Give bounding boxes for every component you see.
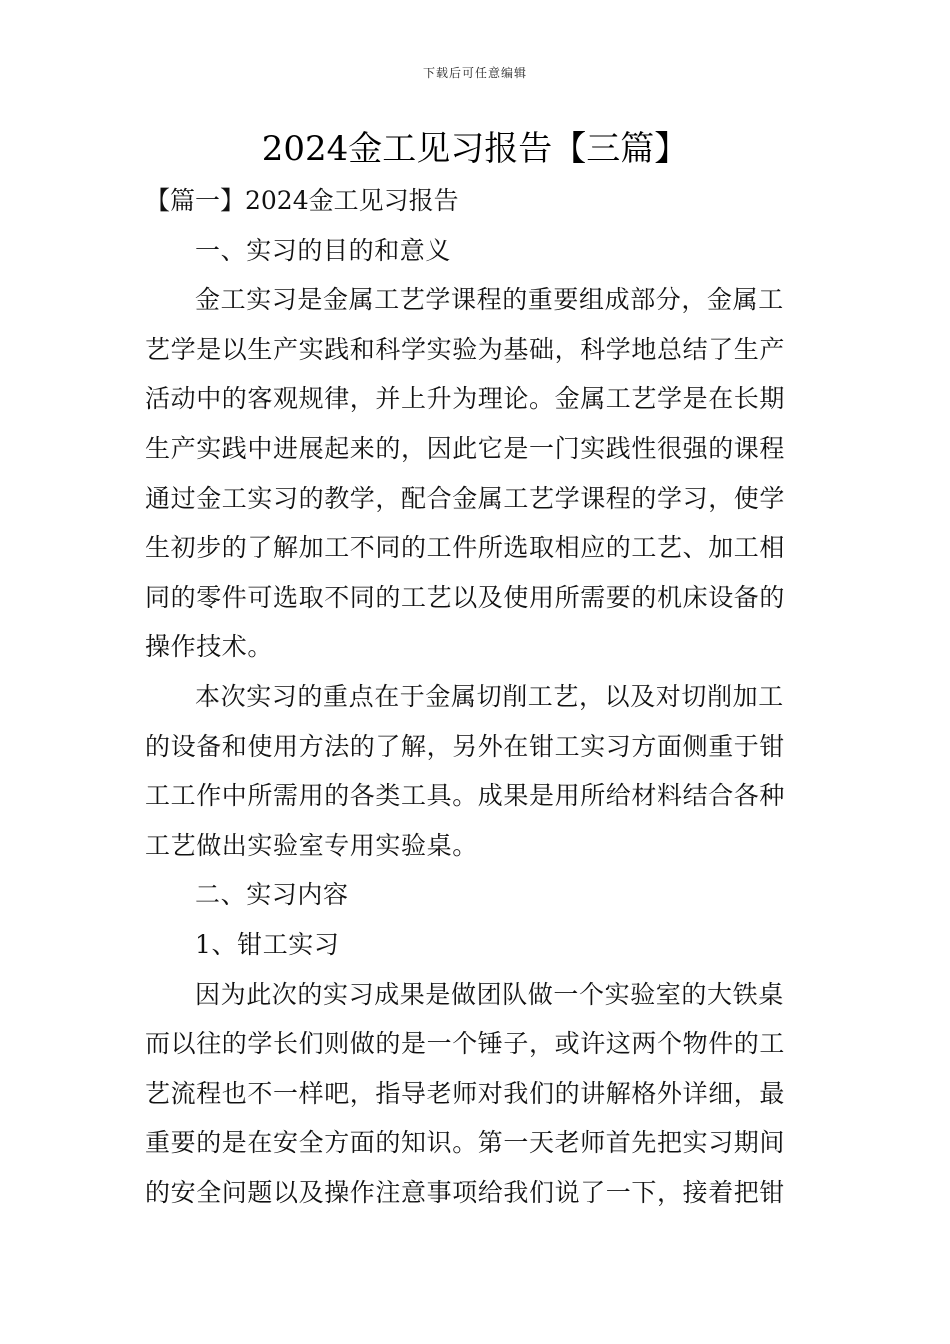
paragraph-line: 金工实习是金属工艺学课程的重要组成部分，金属工 — [195, 285, 784, 315]
paragraph-line: 通过金工实习的教学，配合金属工艺学课程的学习，使学 — [145, 483, 786, 513]
heading-purpose: 一、实习的目的和意义 — [195, 235, 452, 265]
paragraph-1 — [145, 275, 807, 672]
paragraph-line: 生初步的了解加工不同的工件所选取相应的工艺、加工相 — [145, 533, 786, 563]
paragraph-line: 艺流程也不一样吧，指导老师对我们的讲解格外详细，最 — [145, 1078, 786, 1108]
paragraph-line: 因为此次的实习成果是做团队做一个实验室的大铁桌 — [195, 979, 784, 1009]
paragraph-line: 而以往的学长们则做的是一个锤子，或许这两个物件的工 — [145, 1029, 786, 1059]
paragraph-line: 重要的是在安全方面的知识。第一天老师首先把实习期间 — [145, 1128, 786, 1158]
paragraph-line: 同的零件可选取不同的工艺以及使用所需要的机床设备的 — [145, 582, 786, 612]
heading-fitter-practice: 1、钳工实习 — [195, 929, 340, 959]
document-title: 2024金工见习报告【三篇】 — [261, 129, 689, 169]
heading-content: 二、实习内容 — [195, 880, 349, 910]
paragraph-line: 工艺做出实验室专用实验桌。 — [145, 830, 478, 860]
paragraph-line: 本次实习的重点在于金属切削工艺，以及对切削加工 — [195, 681, 784, 711]
document-body — [145, 176, 807, 1217]
header-note: 下载后可任意编辑 — [422, 66, 527, 80]
paragraph-3 — [145, 970, 807, 1218]
paragraph-line: 生产实践中进展起来的，因此它是一门实践性很强的课程 — [145, 433, 786, 463]
paragraph-line: 工工作中所需用的各类工具。成果是用所给材料结合各种 — [145, 781, 786, 811]
paragraph-line: 活动中的客观规律，并上升为理论。金属工艺学是在长期 — [145, 384, 786, 414]
paragraph-line: 艺学是以生产实践和科学实验为基础，科学地总结了生产 — [145, 334, 786, 364]
paragraph-line: 的设备和使用方法的了解，另外在钳工实习方面侧重于钳 — [145, 731, 786, 761]
paragraph-2 — [145, 672, 807, 870]
section-title: 【篇一】2024金工见习报告 — [145, 186, 459, 215]
paragraph-line: 操作技术。 — [145, 632, 274, 662]
paragraph-line: 的安全问题以及操作注意事项给我们说了一下，接着把钳 — [145, 1177, 786, 1207]
